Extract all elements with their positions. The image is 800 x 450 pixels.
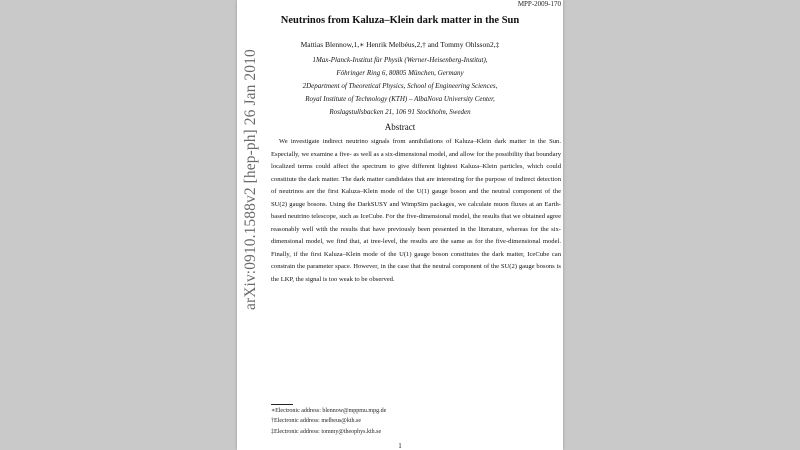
affiliation-line: 1Max-Planck-Institut für Physik (Werner-Heisenberg-Institut), [312,56,488,64]
abstract-heading: Abstract [384,122,416,132]
abstract-text: We investigate indirect neutrino signals from annihilations of Kaluza–Klein dark matter in the Sun. Especially, we examine a five- as well as a six-dimensional model, and allow for the possibility that boundary localized terms could affect the spectrum to give different lightest Kaluza–Klein particles, which could constitute the dark matter. The dark matter candidates that are interesting for the purpose of indirect detection of neutrinos are the first Kaluza–Klein mode of the U(1) gauge boson and the neutral component of the SU(2) gauge bosons. Using the DarkSUSY and WimpSim packages, we calculate muon fluxes at an Earth-based neutrino telescope, such as IceCube. For the five-dimensional model, the results that we obtained agree reasonably well with the results that have previously been presented in the literature, whereas for the six-dimensional model, we find that, at tree-level, the results are the same as for the five-dimensional model. Finally, if the first Kaluza–Klein mode of the U(1) gauge boson constitutes the dark matter, IceCube can constrain the parameter space. However, in the case that the neutral component of the SU(2) gauge bosons is the LKP, the signal is too weak to be observed. [271,138,561,284]
arxiv-stamp: arXiv:0910.1588v2 [hep-ph] 26 Jan 2010 [242,49,259,310]
footnote-rule [271,404,293,405]
author-list: Mattias Blennow,1,∗ Henrik Melbéus,2,† and Tommy Ohlsson2,‡ [300,40,500,49]
affiliation-line: Royal Institute of Technology (KTH) – AlbaNova University Center, [305,95,495,103]
affiliation-line: Roslagstullsbacken 21, 106 91 Stockholm, Sweden [329,108,471,116]
footnote: †Electronic address: melbeus@kth.se [271,418,361,424]
paper-page [237,0,563,450]
paper-title: Neutrinos from Kaluza–Klein dark matter in the Sun [280,15,520,26]
page-number: 1 [398,442,402,450]
affiliation-line: Föhringer Ring 6, 80805 München, Germany [336,69,464,77]
report-number: MPP-2009-170 [517,0,561,8]
affiliation-line: 2Department of Theoretical Physics, School of Engineering Sciences, [302,82,498,90]
footnote: ‡Electronic address: tommy@theophys.kth.se [271,429,382,435]
footnote: ∗Electronic address: blennow@mppmu.mpg.de [271,408,387,414]
